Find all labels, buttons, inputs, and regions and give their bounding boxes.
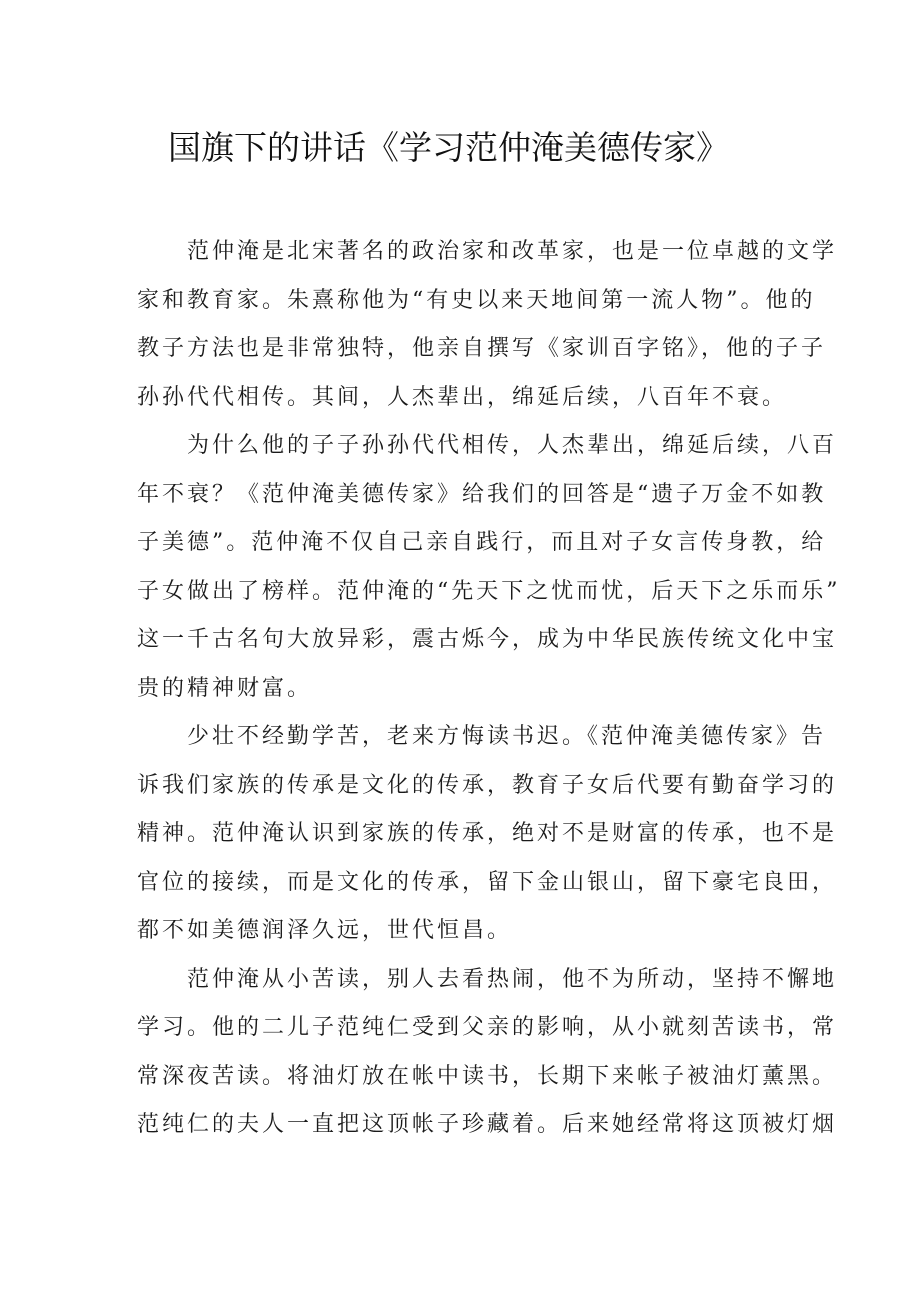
- text-line: 家和教育家。朱熹称他为“有史以来天地间第一流人物”。他的: [137, 287, 816, 313]
- document-body: [137, 228, 841, 1150]
- text-line: 诉我们家族的传承是文化的传承，教育子女后代要有勤奋学习的: [137, 772, 838, 798]
- text-line: 子女做出了榜样。范仲淹的“先天下之忧而忧，后天下之乐而乐”: [137, 578, 841, 604]
- text-line: 子美德”。范仲淹不仅自己亲自践行，而且对子女言传身教，给: [137, 530, 827, 555]
- text-line: 贵的精神财富。: [137, 675, 313, 701]
- text-line: 为什么他的子子孙孙代代相传，人杰辈出，绵延后续，八百: [187, 433, 838, 458]
- paragraph-4: [137, 956, 838, 1150]
- paragraph-3: [137, 713, 838, 956]
- text-line: 教子方法也是非常独特，他亲自撰写《家训百字铭》，他的子子: [137, 336, 827, 361]
- text-line: 学习。他的二儿子范纯仁受到父亲的影响，从小就刻苦读书，常: [137, 1015, 838, 1040]
- text-line: 孙孙代代相传。其间，人杰辈出，绵延后续，八百年不衰。: [137, 384, 788, 410]
- paragraph-1: [137, 228, 838, 422]
- text-line: 官位的接续，而是文化的传承，留下金山银山，留下豪宅良田，: [137, 869, 838, 895]
- text-line: 精神。范仲淹认识到家族的传承，绝对不是财富的传承，也不是: [137, 821, 838, 846]
- document-title: 国旗下的讲话《学习范仲淹美德传家》: [168, 128, 729, 167]
- text-line: 范仲淹从小苦读，别人去看热闹，他不为所动，坚持不懈地: [187, 966, 838, 992]
- text-line: 少壮不经勤学苦，老来方悔读书迟。《范仲淹美德传家》告: [187, 724, 827, 749]
- text-line: 常深夜苦读。将油灯放在帐中读书，长期下来帐子被油灯薰黑。: [137, 1063, 838, 1089]
- text-line: 年不衰？《范仲淹美德传家》给我们的回答是“遗子万金不如教: [137, 481, 827, 507]
- text-line: 都不如美德润泽久远，世代恒昌。: [137, 918, 513, 943]
- text-line: 范仲淹是北宋著名的政治家和改革家，也是一位卓越的文学: [187, 239, 838, 264]
- paragraph-2: [137, 422, 841, 713]
- text-line: 范纯仁的夫人一直把这顶帐子珍藏着。后来她经常将这顶被灯烟: [137, 1112, 838, 1137]
- text-line: 这一千古名句大放异彩，震古烁今，成为中华民族传统文化中宝: [137, 627, 838, 652]
